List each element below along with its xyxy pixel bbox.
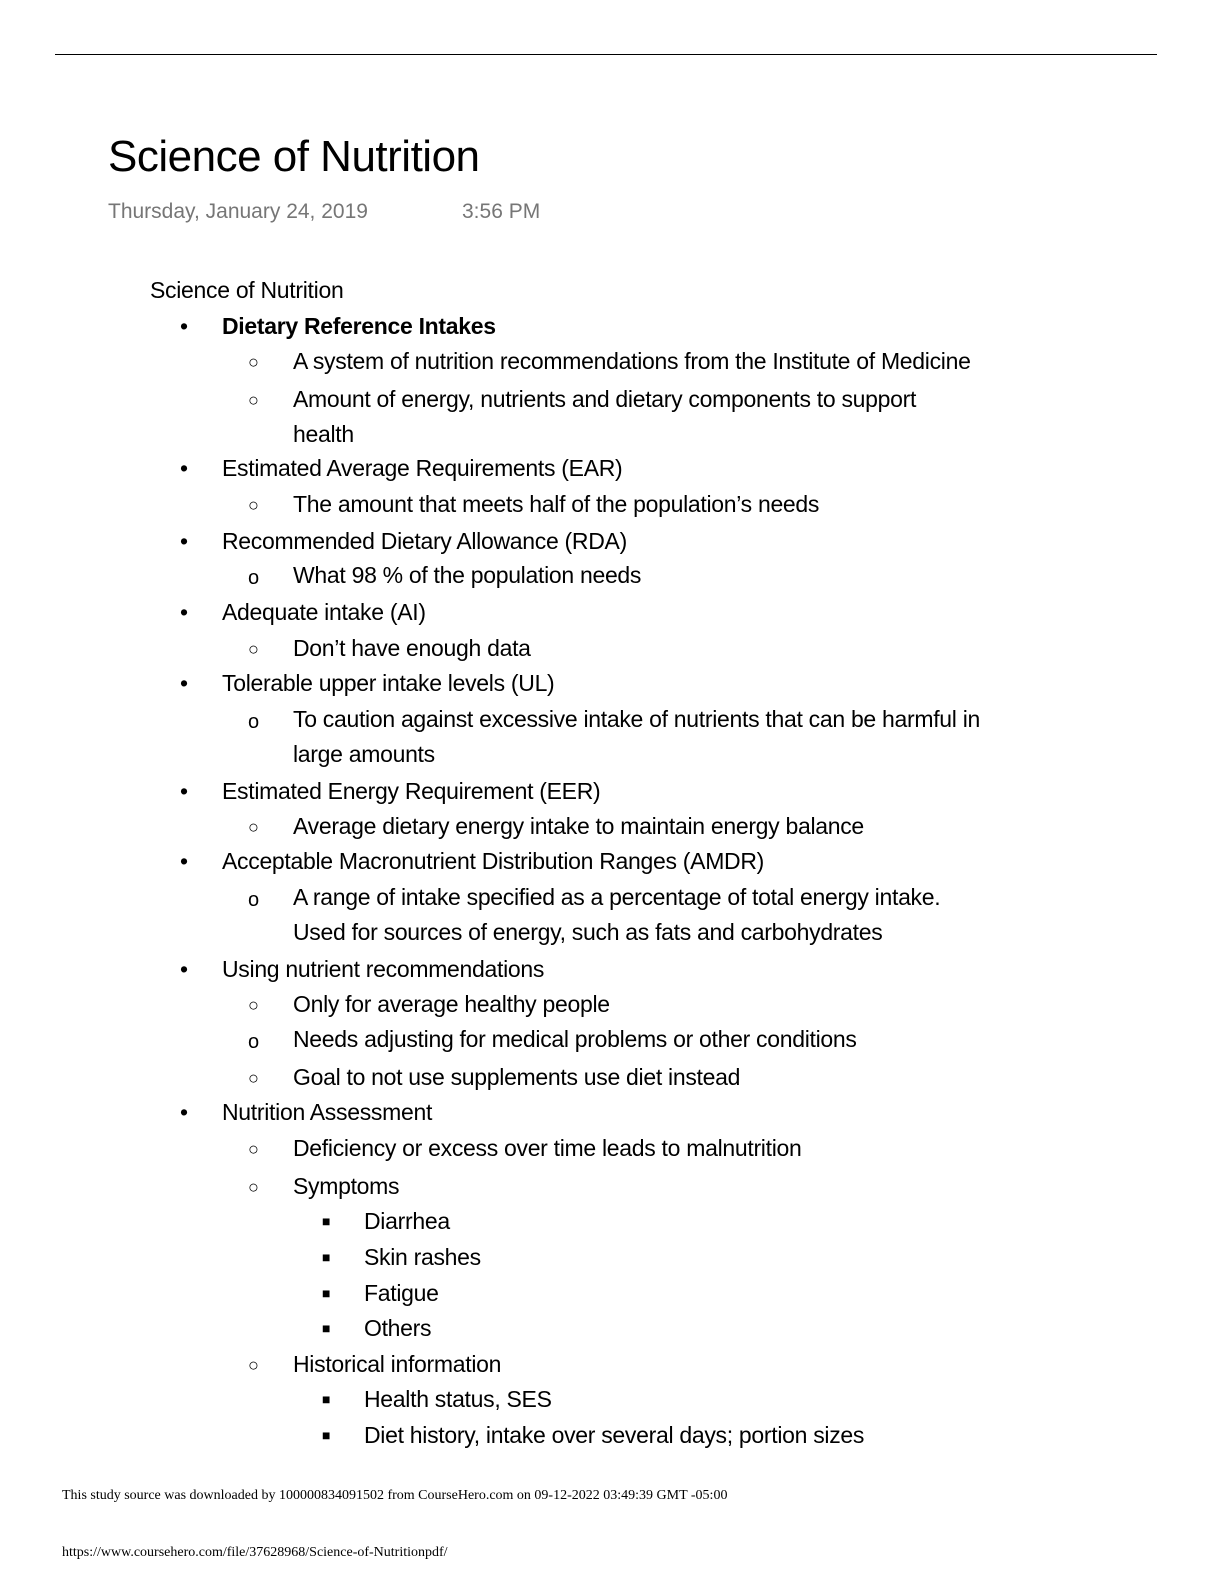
circle-bullet-icon: ○ bbox=[248, 1139, 259, 1159]
circle-bullet-icon: ○ bbox=[248, 995, 259, 1015]
disc-bullet-icon: • bbox=[180, 670, 189, 696]
sub-list-item: Only for average healthy people bbox=[293, 991, 610, 1017]
sub-list-item: Historical information bbox=[293, 1351, 502, 1377]
letter-o-bullet-icon: o bbox=[248, 1031, 260, 1053]
sub-list-item-continued: health bbox=[293, 421, 354, 447]
sub-list-item: Don’t have enough data bbox=[293, 635, 531, 661]
square-bullet-icon: ■ bbox=[322, 1391, 331, 1407]
sub-sub-list-item: Others bbox=[364, 1315, 432, 1341]
header-rule bbox=[55, 54, 1157, 55]
sub-list-item: The amount that meets half of the population’s needs bbox=[293, 491, 820, 517]
disc-bullet-icon: • bbox=[180, 1099, 189, 1125]
sub-list-item: Deficiency or excess over time leads to malnutrition bbox=[293, 1135, 802, 1161]
circle-bullet-icon: ○ bbox=[248, 352, 259, 372]
letter-o-bullet-icon: o bbox=[248, 567, 260, 589]
sub-list-item: To caution against excessive intake of nutrients that can be harmful in bbox=[293, 706, 980, 732]
page-time: 3:56 PM bbox=[462, 200, 541, 223]
sub-list-item: Goal to not use supplements use diet instead bbox=[293, 1064, 741, 1090]
outline-heading: Science of Nutrition bbox=[150, 277, 344, 303]
sub-list-item: A range of intake specified as a percentage of total energy intake. bbox=[293, 884, 941, 910]
sub-sub-list-item: Diet history, intake over several days; portion sizes bbox=[364, 1422, 865, 1448]
circle-bullet-icon: ○ bbox=[248, 390, 259, 410]
sub-list-item-continued: Used for sources of energy, such as fats and carbohydrates bbox=[293, 919, 883, 945]
disc-bullet-icon: • bbox=[180, 848, 189, 874]
disc-bullet-icon: • bbox=[180, 956, 189, 982]
source-url[interactable]: https://www.coursehero.com/file/37628968/Science-of-Nutritionpdf/ bbox=[62, 1545, 448, 1560]
list-item: Adequate intake (AI) bbox=[222, 599, 426, 625]
disc-bullet-icon: • bbox=[180, 599, 189, 625]
list-item: Recommended Dietary Allowance (RDA) bbox=[222, 528, 627, 554]
list-item: Using nutrient recommendations bbox=[222, 956, 545, 982]
disc-bullet-icon: • bbox=[180, 455, 189, 481]
letter-o-bullet-icon: o bbox=[248, 711, 260, 733]
square-bullet-icon: ■ bbox=[322, 1249, 331, 1265]
sub-list-item: Average dietary energy intake to maintain energy balance bbox=[293, 813, 864, 839]
sub-list-item: A system of nutrition recommendations from the Institute of Medicine bbox=[293, 348, 971, 374]
square-bullet-icon: ■ bbox=[322, 1427, 331, 1443]
square-bullet-icon: ■ bbox=[322, 1320, 331, 1336]
list-item: Estimated Average Requirements (EAR) bbox=[222, 455, 623, 481]
disc-bullet-icon: • bbox=[180, 313, 189, 339]
sub-sub-list-item: Skin rashes bbox=[364, 1244, 481, 1270]
page-title: Science of Nutrition bbox=[108, 132, 480, 181]
circle-bullet-icon: ○ bbox=[248, 495, 259, 515]
list-item: Dietary Reference Intakes bbox=[222, 313, 496, 339]
square-bullet-icon: ■ bbox=[322, 1285, 331, 1301]
disc-bullet-icon: • bbox=[180, 528, 189, 554]
letter-o-bullet-icon: o bbox=[248, 889, 260, 911]
sub-list-item: Needs adjusting for medical problems or other conditions bbox=[293, 1026, 857, 1052]
sub-sub-list-item: Health status, SES bbox=[364, 1386, 552, 1412]
sub-list-item: What 98 % of the population needs bbox=[293, 562, 642, 588]
list-item: Tolerable upper intake levels (UL) bbox=[222, 670, 555, 696]
circle-bullet-icon: ○ bbox=[248, 817, 259, 837]
sub-list-item-continued: large amounts bbox=[293, 741, 435, 767]
list-item: Nutrition Assessment bbox=[222, 1099, 433, 1125]
page-date: Thursday, January 24, 2019 bbox=[108, 200, 368, 223]
sub-list-item: Symptoms bbox=[293, 1173, 400, 1199]
circle-bullet-icon: ○ bbox=[248, 1068, 259, 1088]
list-item: Estimated Energy Requirement (EER) bbox=[222, 778, 601, 804]
sub-list-item: Amount of energy, nutrients and dietary components to support bbox=[293, 386, 917, 412]
square-bullet-icon: ■ bbox=[322, 1213, 331, 1229]
circle-bullet-icon: ○ bbox=[248, 639, 259, 659]
circle-bullet-icon: ○ bbox=[248, 1177, 259, 1197]
sub-sub-list-item: Fatigue bbox=[364, 1280, 439, 1306]
download-note: This study source was downloaded by 100000834091502 from CourseHero.com on 09-12-2022 03:49:39 GMT -05:00 bbox=[62, 1488, 728, 1503]
list-item: Acceptable Macronutrient Distribution Ranges (AMDR) bbox=[222, 848, 765, 874]
disc-bullet-icon: • bbox=[180, 778, 189, 804]
circle-bullet-icon: ○ bbox=[248, 1355, 259, 1375]
sub-sub-list-item: Diarrhea bbox=[364, 1208, 450, 1234]
